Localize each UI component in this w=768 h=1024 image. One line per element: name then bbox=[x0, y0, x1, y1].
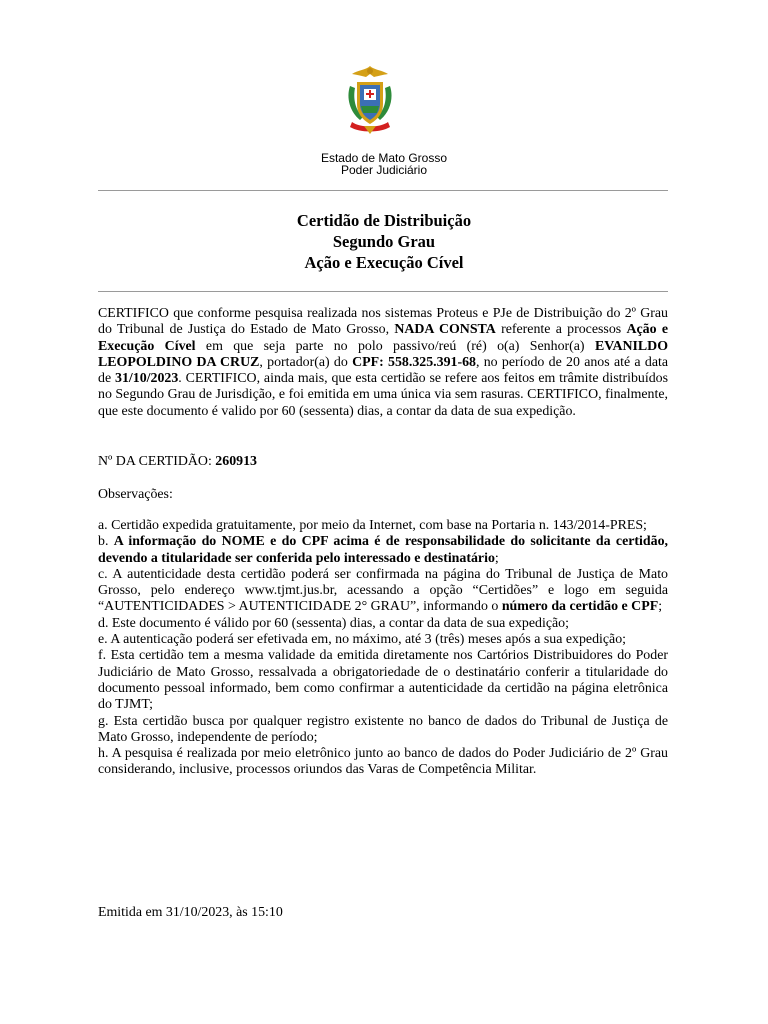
person-name: EVANILDO LEOPOLDINO DA CRUZ bbox=[98, 338, 669, 370]
header-branch: Poder Judiciário bbox=[340, 163, 428, 177]
divider-bottom bbox=[98, 291, 668, 292]
observation-b: b. A informação do NOME e do CPF acima é de responsabilidade do solicitante da certidão, devendo a titularidade ser conferida pelo interessado e destinatário; bbox=[98, 534, 668, 566]
certificate-body bbox=[98, 306, 668, 420]
document-titles bbox=[0, 210, 768, 273]
observation-c: c. A autenticidade desta certidão poderá ser confirmada na página do Tribunal de Justiça de Mato Grosso, pelo endereço www.tjmt.jus.br, acessando a opção “Certidões” e logo em seguida “AUTENTICIDADES > AUTENTICIDADE 2° GRAU”, informando o número da certidão e CPF; bbox=[98, 566, 668, 615]
body-text: em que seja parte no polo passivo/reú (ré) o(a) Senhor(a) bbox=[195, 338, 595, 354]
observation-h: h. A pesquisa é realizada por meio eletrônico junto ao banco de dados do Poder Judiciário de 2º Grau considerando, inclusive, processos oriundos das Varas de Competência Militar. bbox=[98, 746, 668, 778]
cert-number-value: 260913 bbox=[215, 454, 257, 469]
observation-d: d. Este documento é válido por 60 (sessenta) dias, a contar da data de sua expedição; bbox=[98, 615, 569, 631]
cpf-number: CPF: 558.325.391-68 bbox=[352, 354, 476, 370]
body-text: , portador(a) do bbox=[259, 354, 353, 370]
observation-e: e. A autenticação poderá ser efetivada em, no máximo, até 3 (três) meses após a sua expedição; bbox=[98, 632, 627, 648]
body-text: . CERTIFICO, ainda mais, que esta certidão se refere aos feitos em trâmite distribuídos no Segundo Grau de Jurisdição, e foi emitida em uma única via sem rasuras. CERTIFICO, finalmente, que este documento é valido por 60 (sessenta) dias, a contar da data de sua expedição. bbox=[98, 371, 668, 419]
observation-f: f. Esta certidão tem a mesma validade da emitida diretamente nos Cartórios Distribuidores do Poder Judiciário de Mato Grosso, ressalvada a obrigatoriedade de o destinatário conferir a titularidade do documento pessoal informado, bem como confirmar a autenticidade da certidão na página eletrônica do TJMT; bbox=[98, 648, 668, 713]
process-type: Ação e Execução Cível bbox=[98, 322, 668, 354]
title-line-3: Ação e Execução Cível bbox=[304, 253, 464, 272]
body-text: , no período de 20 anos até a data de bbox=[98, 354, 669, 387]
observations-list bbox=[98, 518, 668, 779]
emission-date: Emitida em 31/10/2023, às 15:10 bbox=[98, 905, 283, 920]
header-state: Estado de Mato Grosso bbox=[320, 151, 448, 165]
header bbox=[0, 152, 768, 176]
reference-date: 31/10/2023 bbox=[115, 371, 179, 387]
certificate-number bbox=[98, 454, 668, 470]
body-text: referente a processos bbox=[495, 322, 627, 338]
observations-label: Observações: bbox=[98, 487, 173, 502]
divider-top bbox=[98, 190, 668, 191]
body-text: CERTIFICO que conforme pesquisa realizada nos sistemas Proteus e PJe de Distribuição do 2º Grau do Tribunal de Justiça do Estado de Mato Grosso, bbox=[98, 306, 668, 338]
observation-a: a. Certidão expedida gratuitamente, por meio da Internet, com base na Portaria n. 143/2014-PRES; bbox=[98, 518, 647, 533]
title-line-2: Segundo Grau bbox=[332, 232, 436, 251]
nada-consta: NADA CONSTA bbox=[394, 322, 496, 338]
cert-number-label: Nº DA CERTIDÃO: bbox=[98, 454, 216, 469]
coat-of-arms-icon bbox=[344, 64, 396, 136]
title-line-1: Certidão de Distribuição bbox=[296, 211, 472, 230]
observation-g: g. Esta certidão busca por qualquer registro existente no banco de dados do Tribunal de Justiça de Mato Grosso, independente de período; bbox=[98, 713, 668, 745]
